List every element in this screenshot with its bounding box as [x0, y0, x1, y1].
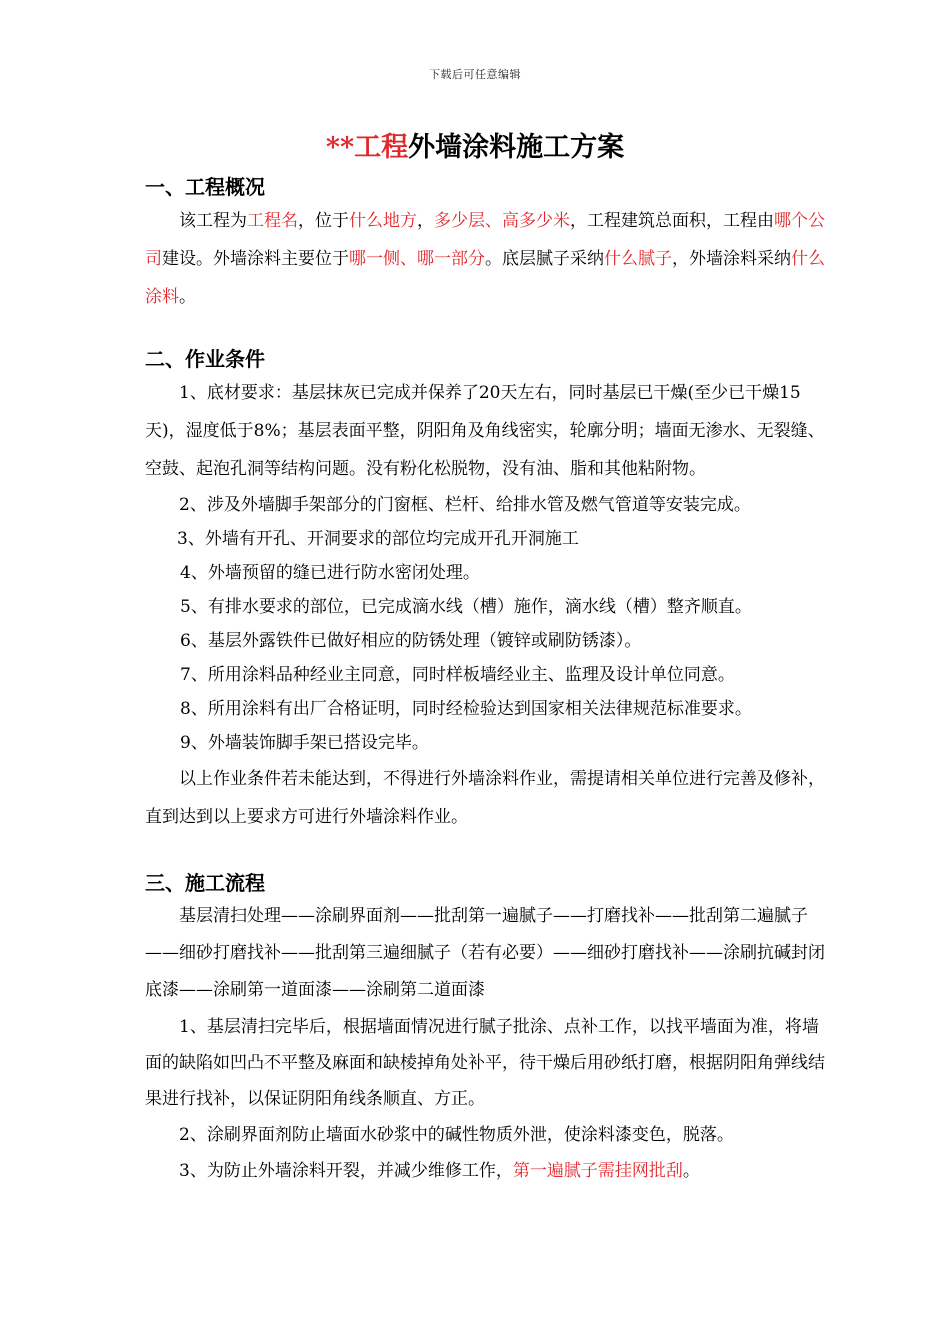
text: 该工程为: [179, 211, 247, 231]
condition-item: 5、有排水要求的部位，已完成滴水线（槽）施作，滴水线（槽）整齐顺直。: [180, 597, 752, 617]
page-header: 下载后可任意编辑: [429, 68, 521, 81]
title-text: 外墙涂料施工方案: [408, 132, 625, 163]
text: ，工程建筑总面积，工程由: [570, 211, 774, 231]
placeholder-paint: 什么涂料: [145, 249, 825, 307]
condition-item: 6、基层外露铁件已做好相应的防锈处理（镀锌或刷防锈漆）。: [180, 631, 642, 651]
condition-item: 2、涉及外墙脚手架部分的门窗框、栏杆、给排水管及燃气管道等安装完成。: [179, 495, 751, 515]
process-flow-paragraph: 基层清扫处理——涂刷界面剂——批刮第一遍腻子——打磨找补——批刮第二遍腻子——细砂打磨找补——批刮第三遍细腻子（若有必要）——细砂打磨找补——涂刷抗碱封闭底漆——涂刷第一道面漆——涂刷第二道面漆: [145, 906, 825, 1000]
placeholder-floors-height: 多少层、高多少米: [434, 211, 570, 231]
placeholder-location: 什么地方: [349, 211, 417, 231]
process-step-2: 2、涂刷界面剂防止墙面水砂浆中的碱性物质外泄，使涂料漆变色，脱落。: [179, 1125, 734, 1145]
placeholder-putty: 什么腻子: [604, 249, 672, 269]
placeholder-wall-side: 哪一侧、哪一部分: [349, 249, 485, 269]
section-spacer: [145, 836, 825, 868]
text: 。底层腻子采纳: [485, 249, 604, 269]
condition-item-1: 1、底材要求：基层抹灰已完成并保养了20天左右，同时基层已干燥(至少已干燥15天)，湿度低于8%；基层表面平整，阴阳角及角线密实，轮廓分明；墙面无渗水、无裂缝、空鼓、起泡孔洞等结构问题。没有粉化松脱物，没有油、脂和其他粘附物。: [145, 383, 825, 479]
text: 。: [179, 287, 196, 307]
condition-item: 4、外墙预留的缝已进行防水密闭处理。: [180, 563, 480, 583]
text: 。: [682, 1161, 700, 1181]
process-step-1: 1、基层清扫完毕后，根据墙面情况进行腻子批涂、点补工作，以找平墙面为准，将墙面的缺陷如凹凸不平整及麻面和缺棱掉角处补平，待干燥后用砂纸打磨，根据阴阳角弹线结果进行找补，以保证阴阳角线条顺直、方正。: [145, 1017, 825, 1109]
condition-item: 9、外墙装饰脚手架已搭设完毕。: [180, 733, 429, 753]
text: ，: [417, 211, 434, 231]
text: ，外墙涂料采纳: [672, 249, 791, 269]
conditions-closing-paragraph: 以上作业条件若未能达到，不得进行外墙涂料作业，需提请相关单位进行完善及修补，直到达到以上要求方可进行外墙涂料作业。: [145, 769, 825, 827]
title-project-placeholder: **工程: [325, 132, 409, 163]
text: 3、为防止外墙涂料开裂，并减少维修工作，: [179, 1161, 513, 1181]
section-spacer: [145, 316, 825, 344]
placeholder-project-name: 工程名: [247, 211, 298, 231]
section-heading-conditions: 二、作业条件: [145, 347, 265, 371]
placeholder-company: 哪个公司: [145, 211, 825, 269]
process-step-3: [145, 1153, 825, 1189]
condition-item: 3、外墙有开孔、开洞要求的部位均完成开孔开洞施工: [177, 529, 579, 549]
document-body: [145, 172, 825, 1189]
section-heading-overview: 一、工程概况: [145, 175, 265, 199]
text: ，位于: [298, 211, 349, 231]
condition-item: 8、所用涂料有出厂合格证明，同时经检验达到国家相关法律规范标准要求。: [180, 699, 752, 719]
text: 建设。外墙涂料主要位于: [162, 249, 349, 269]
overview-paragraph: [145, 202, 825, 316]
section-heading-process: 三、施工流程: [145, 871, 265, 895]
condition-item: 7、所用涂料品种经业主同意，同时样板墙经业主、监理及设计单位同意。: [180, 665, 735, 685]
document-title: [0, 128, 950, 168]
highlight-mesh-putty: 第一遍腻子需挂网批刮: [512, 1161, 683, 1181]
